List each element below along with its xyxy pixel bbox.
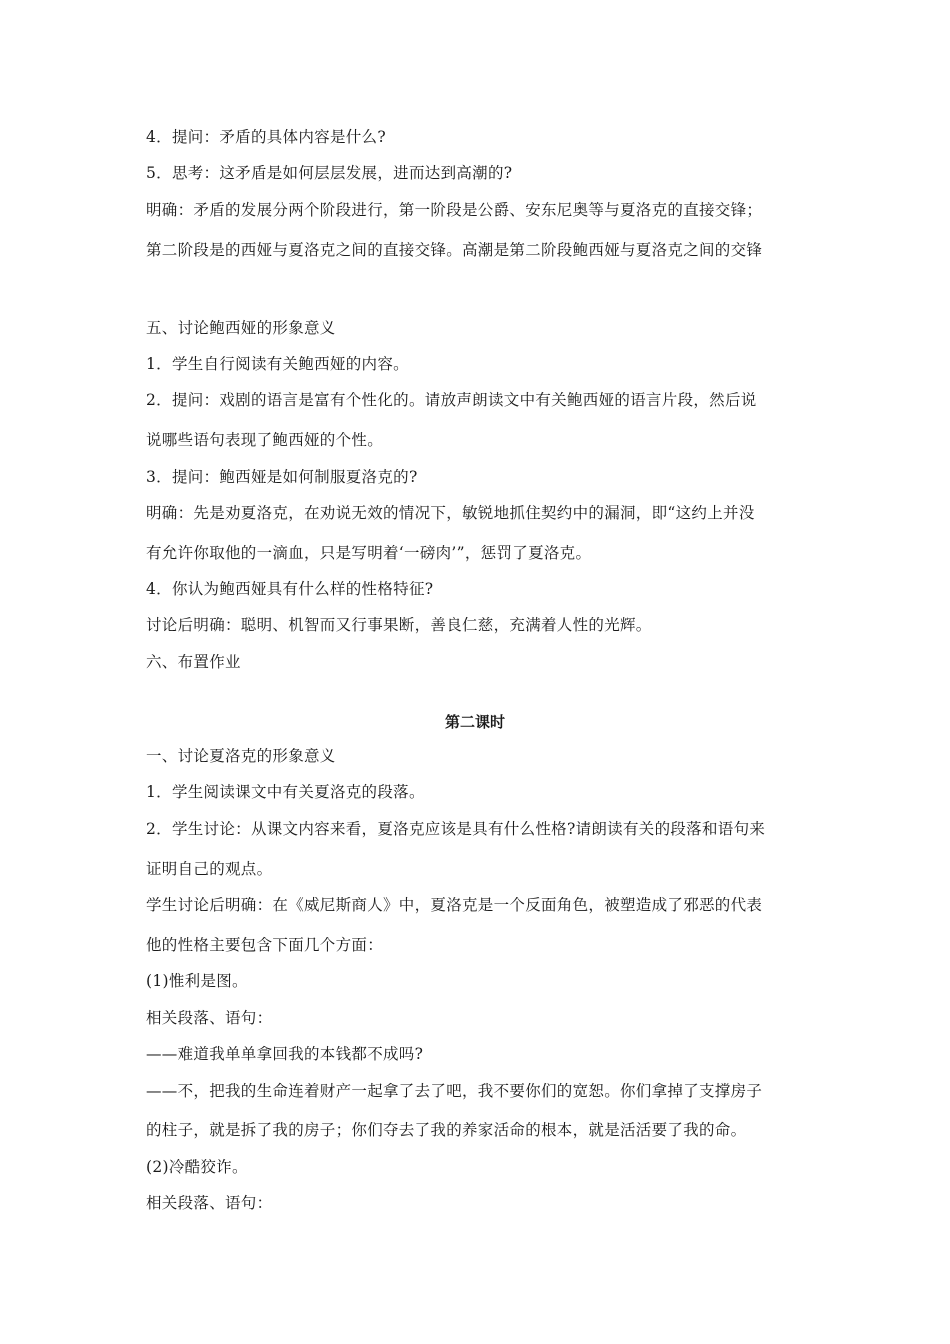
quote-line: ——难道我单单拿回我的本钱都不成吗? bbox=[146, 1045, 424, 1063]
answer-paragraph-line: 有允许你取他的一滴血，只是写明着‘一磅肉’”，惩罚了夏洛克。 bbox=[146, 544, 592, 562]
related-passages-label: 相关段落、语句： bbox=[146, 1194, 273, 1212]
trait-2: (2)冷酷狡诈。 bbox=[146, 1158, 248, 1176]
item-2-continued: 说哪些语句表现了鲍西娅的个性。 bbox=[146, 431, 384, 449]
section-heading-5: 五、讨论鲍西娅的形象意义 bbox=[146, 319, 336, 337]
item-2: 2．学生讨论：从课文内容来看，夏洛克应该是具有什么性格?请朗读有关的段落和语句来 bbox=[146, 820, 766, 838]
section-heading-6: 六、布置作业 bbox=[146, 653, 241, 671]
answer-paragraph-line: 第二阶段是的西娅与夏洛克之间的直接交锋。高潮是第二阶段鲍西娅与夏洛克之间的交锋 bbox=[146, 241, 763, 259]
item-2: 2．提问：戏剧的语言是富有个性化的。请放声朗读文中有关鲍西娅的语言片段，然后说 bbox=[146, 391, 757, 409]
question-4: 4．提问：矛盾的具体内容是什么? bbox=[146, 128, 386, 146]
section-heading-1: 一、讨论夏洛克的形象意义 bbox=[146, 747, 336, 765]
item-3: 3．提问：鲍西娅是如何制服夏洛克的? bbox=[146, 468, 418, 486]
answer-paragraph-line: 他的性格主要包含下面几个方面： bbox=[146, 936, 384, 954]
item-1: 1．学生自行阅读有关鲍西娅的内容。 bbox=[146, 355, 409, 373]
answer-paragraph-line: 明确：先是劝夏洛克，在劝说无效的情况下，敏锐地抓住契约中的漏洞，即“这约上并没 bbox=[146, 504, 755, 522]
answer-paragraph-line: 明确：矛盾的发展分两个阶段进行，第一阶段是公爵、安东尼奥等与夏洛克的直接交锋； bbox=[146, 201, 763, 219]
item-4: 4．你认为鲍西娅具有什么样的性格特征? bbox=[146, 580, 434, 598]
question-5: 5．思考：这矛盾是如何层层发展，进而达到高潮的? bbox=[146, 164, 513, 182]
related-passages-label: 相关段落、语句： bbox=[146, 1009, 273, 1027]
quote-line: 的柱子，就是拆了我的房子；你们夺去了我的养家活命的根本，就是活活要了我的命。 bbox=[146, 1121, 747, 1139]
discussion-answer: 讨论后明确：聪明、机智而又行事果断，善良仁慈，充满着人性的光辉。 bbox=[146, 616, 652, 634]
trait-1: (1)惟利是图。 bbox=[146, 972, 248, 990]
lesson-title: 第二课时 bbox=[444, 713, 505, 731]
answer-paragraph-line: 学生讨论后明确：在《威尼斯商人》中，夏洛克是一个反面角色，被塑造成了邪恶的代表 bbox=[146, 896, 763, 914]
quote-line: ——不，把我的生命连着财产一起拿了去了吧，我不要你们的宽恕。你们拿掉了支撑房子 bbox=[146, 1082, 763, 1100]
item-1: 1．学生阅读课文中有关夏洛克的段落。 bbox=[146, 783, 425, 801]
item-2-continued: 证明自己的观点。 bbox=[146, 860, 273, 878]
